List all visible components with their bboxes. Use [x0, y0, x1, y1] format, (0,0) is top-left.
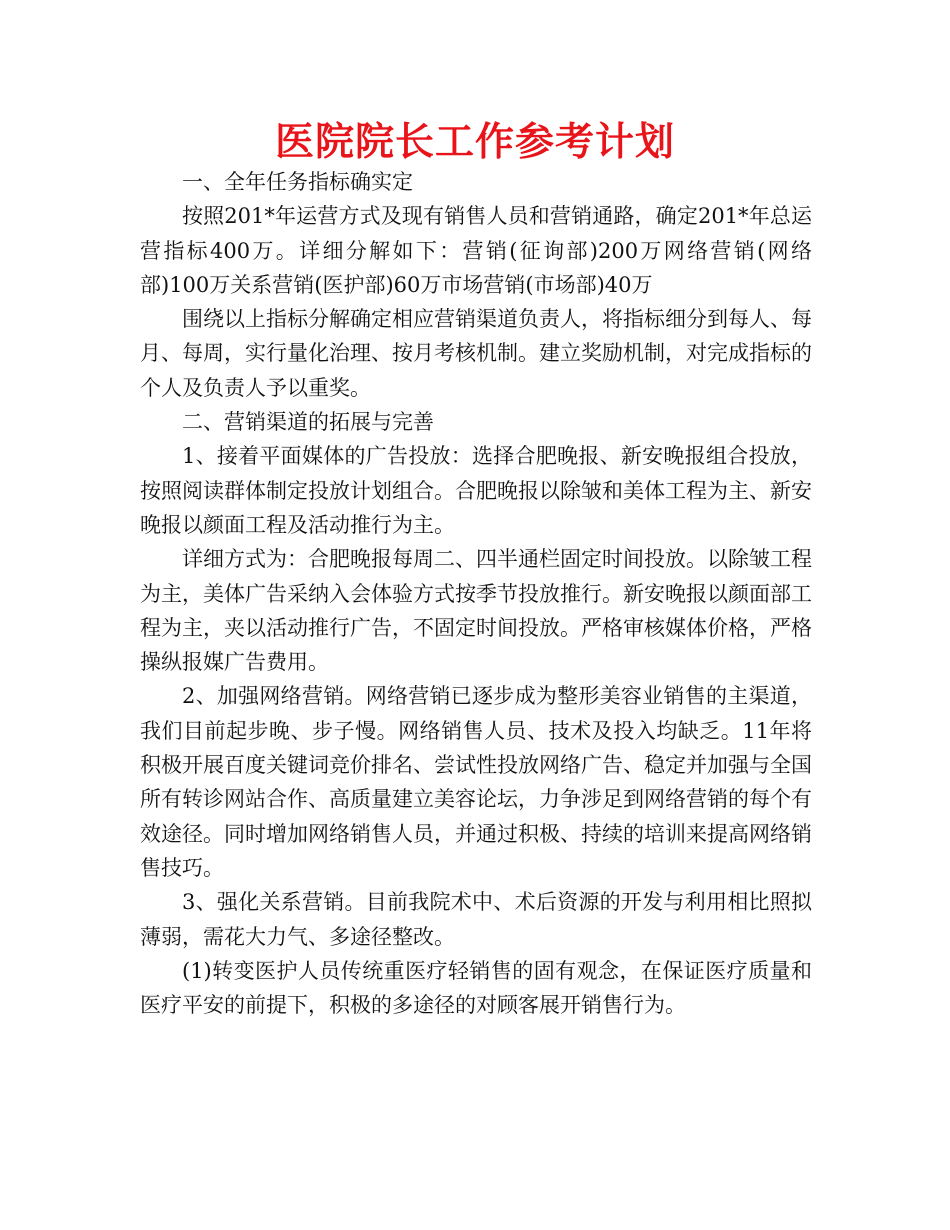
paragraph-online-marketing: 2、加强网络营销。网络营销已逐步成为整形美容业销售的主渠道，我们目前起步晚、步子慢。网络销售人员、技术及投入均缺乏。11年将积极开展百度关键词竞价排名、尝试性投放网络广告、稳定并加强与全国所有转诊网站合作、高质量建立美容论坛，力争涉足到网络营销的每个有效途径。同时增加网络销售人员，并通过积极、持续的培训来提高网络销售技巧。 [140, 684, 812, 880]
section-heading-1: 一、全年任务指标确实定 [182, 170, 413, 194]
paragraph-staff-mindset: (1)转变医护人员传统重医疗轻销售的固有观念，在保证医疗质量和医疗平安的前提下，积极的多途径的对顾客展开销售行为。 [140, 958, 812, 1018]
paragraph-print-media-details: 详细方式为：合肥晚报每周二、四半通栏固定时间投放。以除皱工程为主，美体广告采纳入会体验方式按季节投放推行。新安晚报以颜面部工程为主，夹以活动推行广告，不固定时间投放。严格审核媒体价格，严格操纵报媒广告费用。 [140, 547, 812, 675]
document-body [140, 165, 812, 1022]
paragraph-responsibility: 围绕以上指标分解确定相应营销渠道负责人，将指标细分到每人、每月、每周，实行量化治理、按月考核机制。建立奖励机制，对完成指标的个人及负责人予以重奖。 [140, 307, 812, 400]
section-heading-2: 二、营销渠道的拓展与完善 [182, 410, 434, 435]
paragraph-targets: 按照201*年运营方式及现有销售人员和营销通路，确定201*年总运营指标400万。详细分解如下：营销(征询部)200万网络营销(网络部)100万关系营销(医护部)60万市场营销(市场部)40万 [140, 204, 812, 297]
paragraph-print-media: 1、接着平面媒体的广告投放：选择合肥晚报、新安晚报组合投放，按照阅读群体制定投放计划组合。合肥晚报以除皱和美体工程为主、新安晚报以颜面工程及活动推行为主。 [140, 444, 812, 537]
paragraph-relationship-marketing: 3、强化关系营销。目前我院术中、术后资源的开发与利用相比照拟薄弱，需花大力气、多途径整改。 [140, 890, 812, 949]
document-title: 医院院长工作参考计划 [274, 120, 675, 165]
